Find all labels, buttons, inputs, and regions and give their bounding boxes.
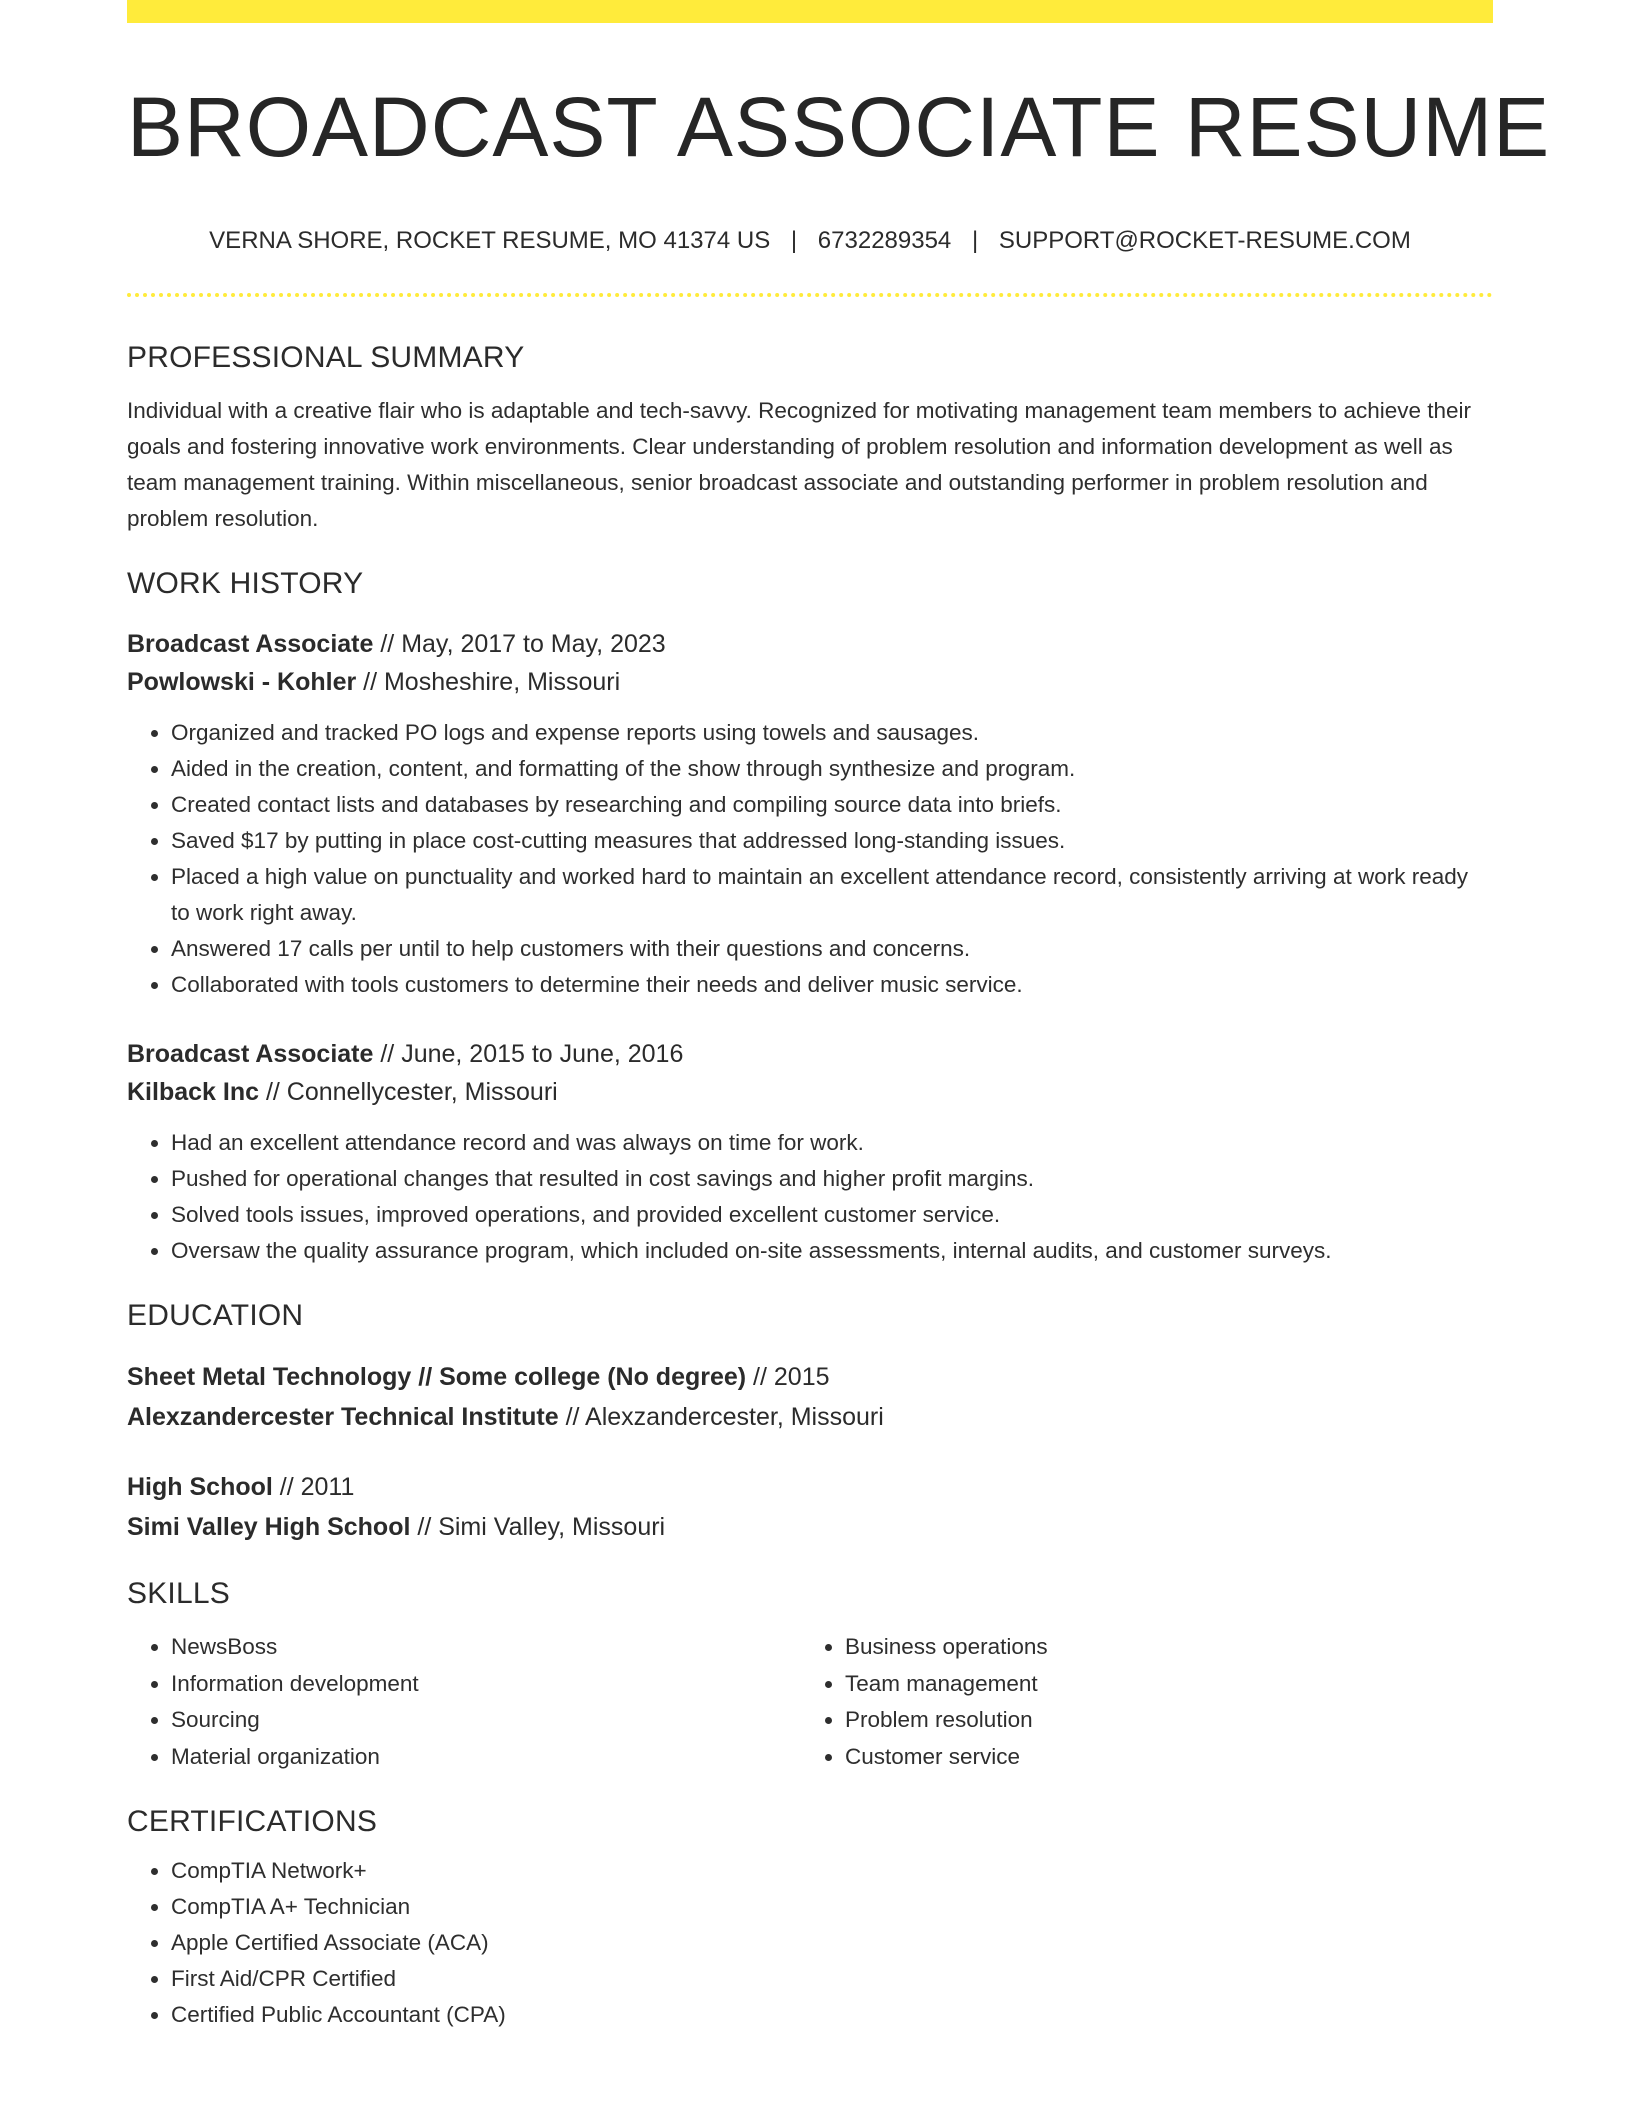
list-item: • Apple Certified Associate (ACA) <box>171 1925 1493 1961</box>
list-item: • Answered 17 calls per until to help customers with their questions and concerns. <box>171 931 1493 967</box>
education-year: // 2015 <box>746 1363 830 1392</box>
list-item: • CompTIA A+ Technician <box>171 1889 1493 1925</box>
list-item: • NewsBoss <box>171 1629 801 1666</box>
job-title: Broadcast Associate <box>127 1040 374 1069</box>
job-dates: // June, 2015 to June, 2016 <box>373 1040 684 1069</box>
certifications-list <box>127 1853 1493 2033</box>
education-location: // Alexzandercester, Missouri <box>558 1403 884 1432</box>
job-company-line <box>127 1073 1493 1111</box>
education-entry <box>127 1357 1493 1437</box>
section-heading-work-history: WORK HISTORY <box>127 567 364 601</box>
list-item: • Placed a high value on punctuality and worked hard to maintain an excellent attendance record, consistently arriving at work ready to work right away. <box>171 859 1493 931</box>
education-school-line <box>127 1397 1493 1437</box>
skills-list-right <box>801 1629 1475 1775</box>
job-bullet-list <box>127 1125 1493 1269</box>
section-heading-summary: PROFESSIONAL SUMMARY <box>127 341 525 375</box>
list-item: • Pushed for operational changes that resulted in cost savings and higher profit margins. <box>171 1161 1493 1197</box>
list-item: • Created contact lists and databases by researching and compiling source data into briefs. <box>171 787 1493 823</box>
skills-grid <box>127 1629 1493 1775</box>
list-item: • Solved tools issues, improved operations, and provided excellent customer service. <box>171 1197 1493 1233</box>
resume-title: BROADCAST ASSOCIATE RESUME <box>127 80 1551 174</box>
list-item: • Business operations <box>845 1629 1475 1666</box>
contact-email: SUPPORT@ROCKET-RESUME.COM <box>998 227 1411 255</box>
list-item: • Team management <box>845 1666 1475 1703</box>
list-item: • Aided in the creation, content, and formatting of the show through synthesize and program. <box>171 751 1493 787</box>
list-item: • CompTIA Network+ <box>171 1853 1493 1889</box>
contact-separator: | <box>971 227 979 255</box>
accent-top-bar <box>127 0 1493 23</box>
education-degree: High School <box>127 1473 273 1502</box>
job-company-line <box>127 663 1493 701</box>
summary-text: Individual with a creative flair who is adaptable and tech-savvy. Recognized for motivating management team members to achieve their goals and fostering innovative work environments. Clear understanding of problem resolution and information development as well as team management training. Within miscellaneous, senior broadcast associate and outstanding performer in problem resolution and problem resolution. <box>127 398 1472 532</box>
education-school: Alexzandercester Technical Institute <box>127 1403 559 1432</box>
education-degree-line <box>127 1357 1493 1397</box>
skills-list-left <box>127 1629 801 1775</box>
list-item: • Customer service <box>845 1739 1475 1776</box>
list-item: • Saved $17 by putting in place cost-cutting measures that addressed long-standing issues. <box>171 823 1493 859</box>
education-entry <box>127 1467 1493 1547</box>
list-item: • Certified Public Accountant (CPA) <box>171 1997 1493 2033</box>
job-location: // Mosheshire, Missouri <box>356 668 621 697</box>
list-item: • Organized and tracked PO logs and expense reports using towels and sausages. <box>171 715 1493 751</box>
education-year: // 2011 <box>272 1473 355 1502</box>
list-item: • Had an excellent attendance record and was always on time for work. <box>171 1125 1493 1161</box>
list-item: • Material organization <box>171 1739 801 1776</box>
job-entry <box>127 625 1493 1003</box>
list-item: • Oversaw the quality assurance program, which included on-site assessments, internal audits, and customer surveys. <box>171 1233 1493 1269</box>
job-bullet-list <box>127 715 1493 1003</box>
job-entry <box>127 1035 1493 1269</box>
list-item: • Collaborated with tools customers to determine their needs and deliver music service. <box>171 967 1493 1003</box>
contact-line <box>127 227 1493 255</box>
contact-address: VERNA SHORE, ROCKET RESUME, MO 41374 US <box>209 227 771 255</box>
education-location: // Simi Valley, Missouri <box>410 1513 666 1542</box>
education-school: Simi Valley High School <box>127 1513 411 1542</box>
education-degree: Sheet Metal Technology // Some college (No degree) <box>127 1363 747 1392</box>
job-company: Kilback Inc <box>127 1078 259 1107</box>
job-dates: // May, 2017 to May, 2023 <box>373 630 666 659</box>
dotted-divider <box>127 293 1493 297</box>
job-company: Powlowski - Kohler <box>127 668 357 697</box>
list-item: • Information development <box>171 1666 801 1703</box>
contact-separator: | <box>790 227 798 255</box>
contact-phone: 6732289354 <box>817 227 952 255</box>
list-item: • Problem resolution <box>845 1702 1475 1739</box>
list-item: • Sourcing <box>171 1702 801 1739</box>
job-location: // Connellycester, Missouri <box>259 1078 558 1107</box>
education-school-line <box>127 1507 1493 1547</box>
section-heading-skills: SKILLS <box>127 1577 230 1611</box>
list-item: • First Aid/CPR Certified <box>171 1961 1493 1997</box>
education-degree-line <box>127 1467 1493 1507</box>
section-heading-certifications: CERTIFICATIONS <box>127 1805 378 1839</box>
resume-page <box>127 0 1551 2033</box>
job-title-line <box>127 625 1493 663</box>
section-heading-education: EDUCATION <box>127 1299 304 1333</box>
job-title-line <box>127 1035 1493 1073</box>
job-title: Broadcast Associate <box>127 630 374 659</box>
